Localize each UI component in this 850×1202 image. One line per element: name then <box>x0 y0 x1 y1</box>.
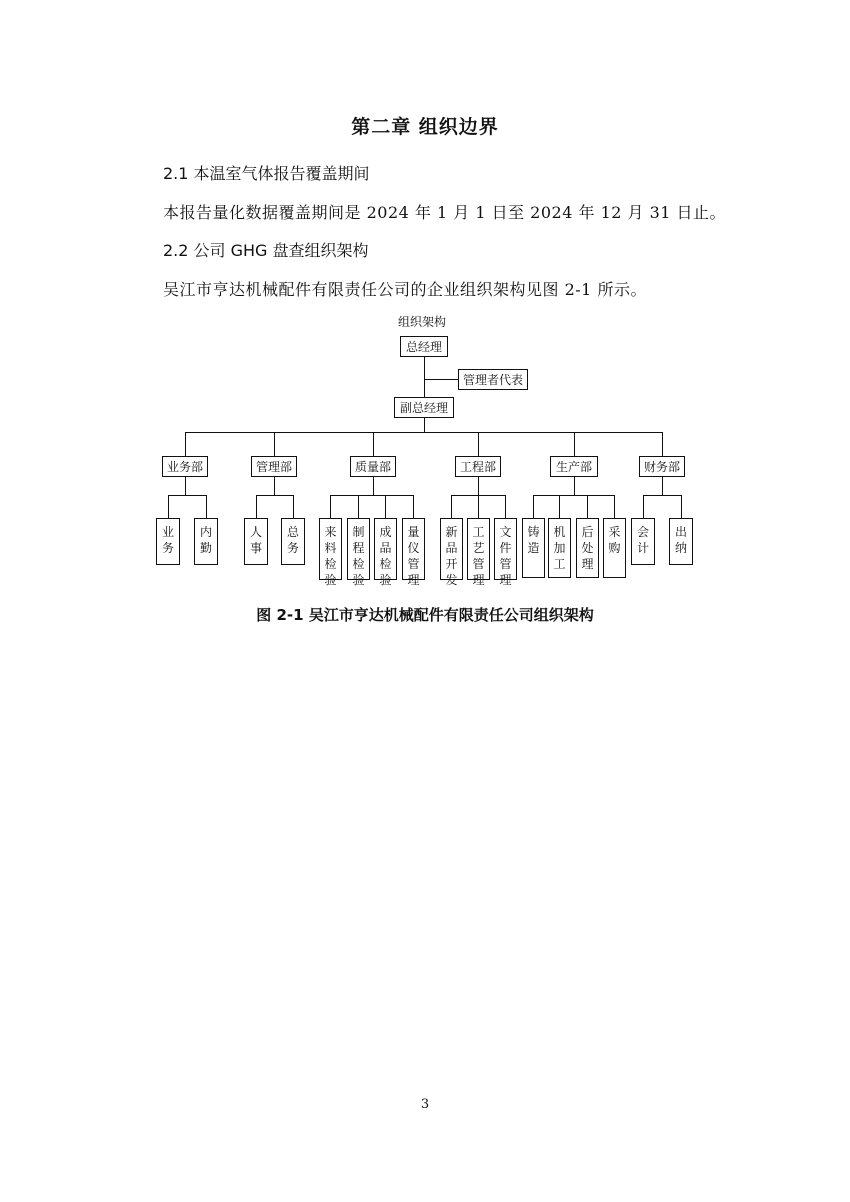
unit-label: 购 <box>608 541 621 555</box>
unit-label: 加 <box>553 541 566 555</box>
unit-label: 品 <box>445 541 458 555</box>
unit-label: 铸 <box>527 525 540 539</box>
connector-line <box>451 495 452 518</box>
unit-label: 发 <box>445 573 458 587</box>
unit-label: 仪 <box>407 541 420 555</box>
unit-box <box>603 518 626 578</box>
unit-label: 业 <box>161 525 174 539</box>
org-structure-paragraph: 吴江市亨达机械配件有限责任公司的企业组织架构见图 2-1 所示。 <box>163 280 647 299</box>
connector-line <box>681 495 682 518</box>
connector-line <box>505 495 506 518</box>
unit-box <box>631 518 655 565</box>
org-chart-label: 组织架构 <box>398 315 447 329</box>
unit-label: 工 <box>472 525 485 539</box>
connector-line <box>185 432 663 433</box>
unit-label: 纳 <box>674 541 687 555</box>
reporting-period-paragraph: 本报告量化数据覆盖期间是 2024 年 1 月 1 日至 2024 年 12 月 31 日止。 <box>163 203 727 222</box>
unit-label: 文 <box>499 525 512 539</box>
connector-line <box>478 495 479 518</box>
connector-line <box>293 495 294 518</box>
unit-label: 来 <box>324 525 337 539</box>
unit-box <box>156 518 180 565</box>
connector-line <box>385 495 386 518</box>
unit-label: 务 <box>161 541 174 555</box>
unit-box <box>576 518 599 578</box>
unit-label: 工 <box>553 557 566 571</box>
unit-label: 管 <box>407 557 420 571</box>
connector-line <box>330 495 331 518</box>
connector-line <box>533 495 534 518</box>
unit-label: 检 <box>324 557 337 571</box>
unit-label: 理 <box>499 573 512 587</box>
section-heading-2-1: 2.1 本温室气体报告覆盖期间 <box>163 164 370 183</box>
unit-label: 艺 <box>472 541 485 555</box>
section-heading-2-2: 2.2 公司 GHG 盘查组织架构 <box>163 241 369 260</box>
unit-label: 处 <box>581 541 594 555</box>
figure-caption: 图 2-1 吴江市亨达机械配件有限责任公司组织架构 <box>256 606 594 624</box>
unit-label: 事 <box>249 541 262 555</box>
connector-line <box>274 477 275 495</box>
unit-box <box>522 518 545 578</box>
department-box: 财务部 <box>639 456 685 477</box>
department-box: 业务部 <box>162 456 208 477</box>
general-manager-box: 总经理 <box>400 336 448 357</box>
department-box: 工程部 <box>455 456 501 477</box>
unit-label: 务 <box>286 541 299 555</box>
unit-label: 成 <box>379 525 392 539</box>
unit-box <box>440 518 463 587</box>
unit-label: 造 <box>527 541 540 555</box>
unit-label: 总 <box>286 525 299 539</box>
unit-label: 验 <box>352 573 365 587</box>
unit-label: 验 <box>324 573 337 587</box>
unit-box <box>281 518 305 565</box>
unit-label: 检 <box>352 557 365 571</box>
unit-box <box>548 518 571 578</box>
unit-label: 人 <box>249 525 262 539</box>
unit-box <box>467 518 490 587</box>
connector-line <box>373 477 374 495</box>
unit-box <box>244 518 268 565</box>
connector-line <box>424 417 425 432</box>
connector-line <box>643 495 682 496</box>
unit-box <box>669 518 693 565</box>
connector-line <box>274 432 275 456</box>
unit-label: 程 <box>352 541 365 555</box>
unit-label: 后 <box>581 525 594 539</box>
chapter-title: 第二章 组织边界 <box>351 116 499 138</box>
unit-label: 件 <box>499 541 512 555</box>
connector-line <box>185 477 186 495</box>
unit-label: 理 <box>581 557 594 571</box>
connector-line <box>533 495 615 496</box>
unit-label: 出 <box>674 525 687 539</box>
unit-label: 料 <box>324 541 337 555</box>
unit-box <box>374 518 397 587</box>
connector-line <box>413 495 414 518</box>
connector-line <box>256 495 257 518</box>
connector-line <box>424 379 458 380</box>
management-representative-box: 管理者代表 <box>458 369 528 390</box>
unit-label: 理 <box>407 573 420 587</box>
connector-line <box>168 495 207 496</box>
unit-label: 管 <box>499 557 512 571</box>
connector-line <box>614 495 615 518</box>
unit-label: 管 <box>472 557 485 571</box>
connector-line <box>451 495 506 496</box>
department-box: 生产部 <box>550 456 598 477</box>
unit-label: 机 <box>553 525 566 539</box>
connector-line <box>587 495 588 518</box>
unit-label: 制 <box>352 525 365 539</box>
unit-box <box>319 518 342 587</box>
unit-label: 开 <box>445 557 458 571</box>
unit-label: 采 <box>608 525 621 539</box>
unit-box <box>494 518 517 587</box>
unit-label: 品 <box>379 541 392 555</box>
department-box: 管理部 <box>251 456 297 477</box>
connector-line <box>478 477 479 495</box>
connector-line <box>643 495 644 518</box>
connector-line <box>559 495 560 518</box>
unit-label: 理 <box>472 573 485 587</box>
connector-line <box>662 477 663 495</box>
connector-line <box>168 495 169 518</box>
connector-line <box>574 477 575 495</box>
unit-label: 检 <box>379 557 392 571</box>
unit-box <box>402 518 425 587</box>
unit-label: 勤 <box>199 541 212 555</box>
unit-label: 计 <box>636 541 649 555</box>
unit-label: 新 <box>445 525 458 539</box>
unit-label: 量 <box>407 525 420 539</box>
department-box: 质量部 <box>350 456 396 477</box>
connector-line <box>424 356 425 398</box>
unit-label: 会 <box>636 525 649 539</box>
connector-line <box>662 432 663 456</box>
unit-box <box>194 518 218 565</box>
connector-line <box>478 432 479 456</box>
connector-line <box>206 495 207 518</box>
deputy-general-manager-box: 副总经理 <box>394 397 454 418</box>
connector-line <box>185 432 186 456</box>
connector-line <box>256 495 294 496</box>
page-number: 3 <box>420 1097 430 1112</box>
connector-line <box>373 432 374 456</box>
unit-box <box>347 518 370 587</box>
connector-line <box>330 495 414 496</box>
connector-line <box>574 432 575 456</box>
unit-label: 验 <box>379 573 392 587</box>
connector-line <box>358 495 359 518</box>
unit-label: 内 <box>199 525 212 539</box>
